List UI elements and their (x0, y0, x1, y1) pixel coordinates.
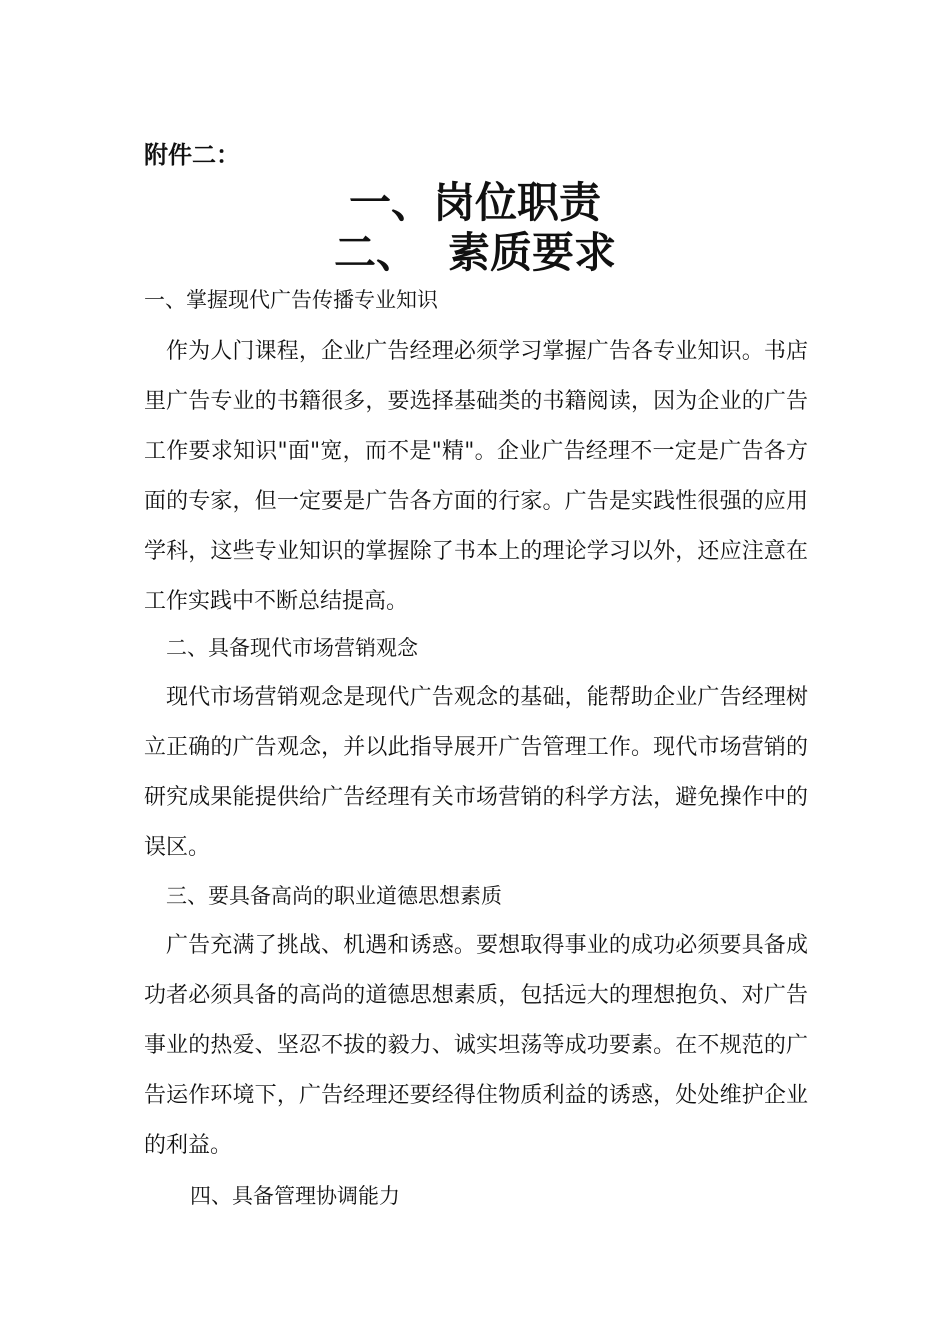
section-heading-2: 二、具备现代市场营销观念 (166, 636, 418, 660)
section-body-2: 现代市场营销观念是现代广告观念的基础，能帮助企业广告经理树立正确的广告观念，并以此指导展开广告管理工作。现代市场营销的研究成果能提供给广告经理有关市场营销的科学方法，避免操作中的误区。 (144, 685, 808, 860)
attachment-label: 附件二： (144, 140, 240, 169)
section-body-1: 作为人门课程，企业广告经理必须学习掌握广告各专业知识。书店里广告专业的书籍很多，要选择基础类的书籍阅读，因为企业的广告工作要求知识"面"宽，而不是"精"。企业广告经理不一定是广告各方面的专家，但一定要是广告各方面的行家。广告是实践性很强的应用学科，这些专业知识的掌握除了书本上的理论学习以外，还应注意在工作实践中不断总结提高。 (144, 339, 808, 614)
section-heading-1: 一、掌握现代广告传播专业知识 (144, 288, 438, 312)
section-heading-3: 三、要具备高尚的职业道德思想素质 (166, 884, 502, 908)
section-heading-4: 四、具备管理协调能力 (190, 1184, 400, 1208)
title-2-text: 素质要求 (448, 228, 617, 277)
title-quality-requirements (0, 228, 950, 278)
section-body-3: 广告充满了挑战、机遇和诱惑。要想取得事业的成功必须要具备成功者必须具备的高尚的道德思想素质，包括远大的理想抱负、对广告事业的热爱、坚忍不拔的毅力、诚实坦荡等成功要素。在不规范的广告运作环境下，广告经理还要经得住物质利益的诱惑，处处维护企业的利益。 (144, 933, 808, 1158)
title-job-duties: 一、岗位职责 (348, 178, 601, 227)
title-2-number: 二、 (333, 228, 418, 277)
